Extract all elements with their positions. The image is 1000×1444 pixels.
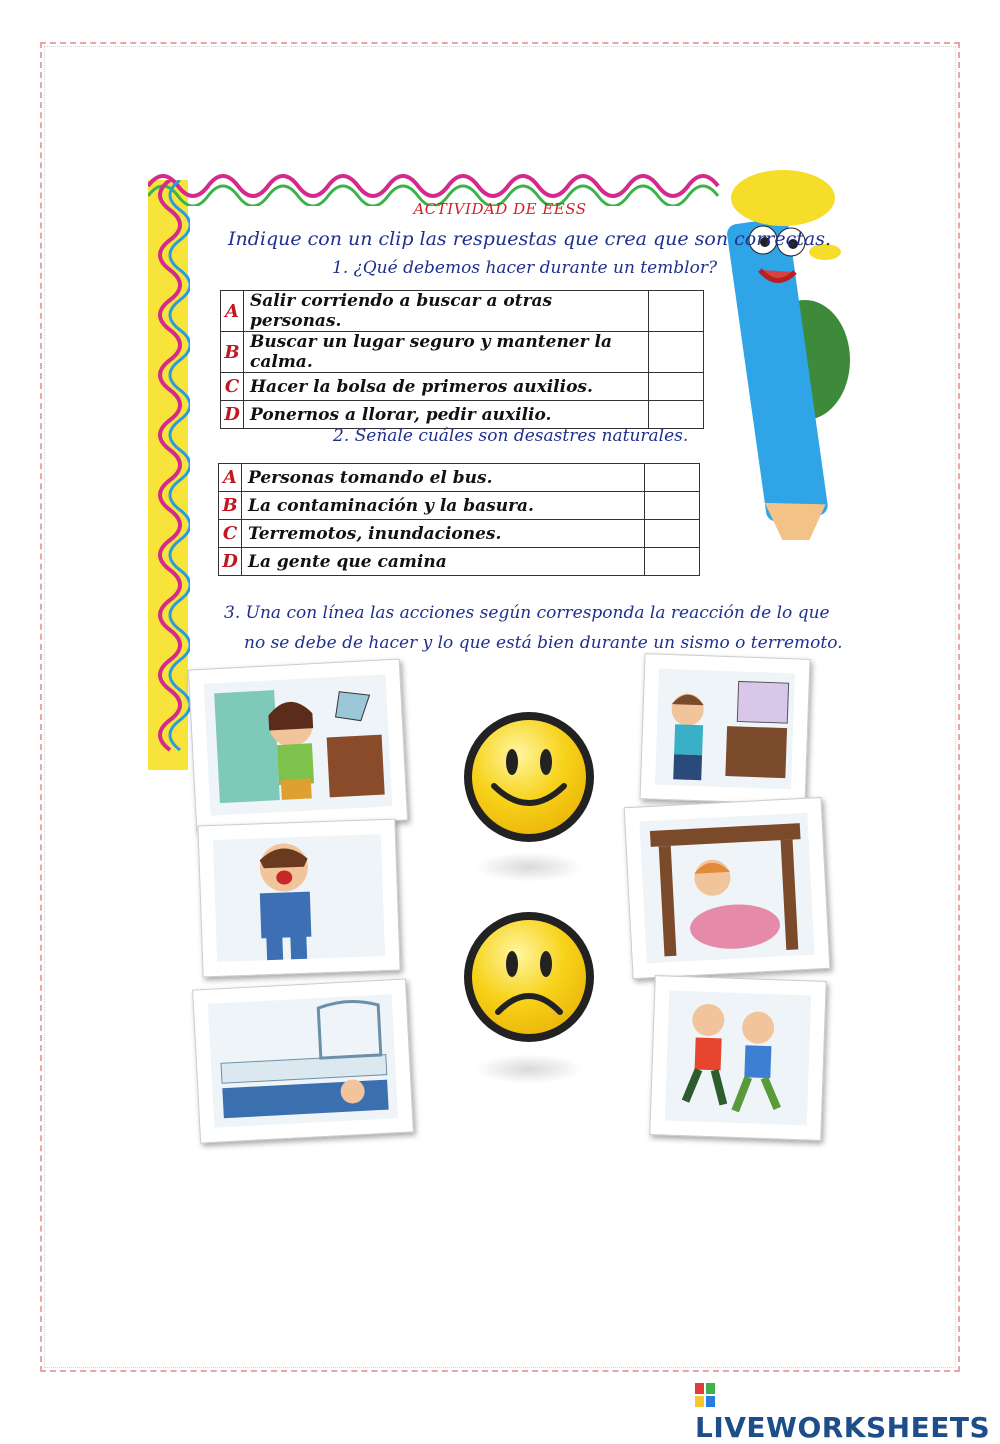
question-3-line-1: 3. Una con línea las acciones según corresponda la reacción de lo que (224, 603, 830, 623)
option-text: Hacer la bolsa de primeros auxilios. (244, 373, 649, 401)
option-letter: B (221, 332, 244, 373)
wavy-side-icon (150, 180, 190, 770)
option-text: Salir corriendo a buscar a otras personas. (244, 291, 649, 332)
liveworksheets-logo-icon (695, 1383, 715, 1407)
option-letter: C (219, 520, 242, 548)
answer-cell[interactable] (649, 401, 704, 429)
option-row (221, 401, 704, 429)
bed-hide-icon (208, 994, 398, 1127)
answer-cell[interactable] (645, 520, 700, 548)
option-text: La gente que camina (242, 548, 645, 576)
photo-girl-under-table[interactable] (624, 797, 831, 979)
photo-boy-watching-tv[interactable] (640, 653, 811, 805)
option-row (219, 548, 700, 576)
photo-children-running[interactable] (649, 975, 826, 1141)
question-2-options (218, 463, 700, 576)
photo-girl-falling-objects[interactable] (188, 659, 408, 832)
option-row (221, 291, 704, 332)
question-3 (224, 598, 843, 658)
answer-cell[interactable] (645, 464, 700, 492)
smiley-happy (464, 712, 594, 842)
question-1: 1. ¿Qué debemos hacer durante un temblor? (332, 258, 718, 278)
option-row (221, 332, 704, 373)
smiley-sad-icon (472, 920, 586, 1034)
option-letter: D (219, 548, 242, 576)
brand-logo (695, 1378, 1000, 1444)
option-text: La contaminación y la basura. (242, 492, 645, 520)
option-text: Personas tomando el bus. (242, 464, 645, 492)
option-row (221, 373, 704, 401)
option-row (219, 464, 700, 492)
option-letter: C (221, 373, 244, 401)
smiley-shadow (474, 852, 584, 882)
photo-person-under-bed[interactable] (192, 979, 414, 1144)
option-text: Buscar un lugar seguro y mantener la calma. (244, 332, 649, 373)
boy-tv-icon (655, 669, 795, 790)
question-2: 2. Señale cuáles son desastres naturales. (333, 426, 689, 446)
question-3-line-2: no se debe de hacer y lo que está bien durante un sismo o terremoto. (244, 633, 843, 653)
question-1-options (220, 290, 704, 429)
worksheet-title: ACTIVIDAD DE EESS (413, 200, 587, 218)
answer-cell[interactable] (645, 492, 700, 520)
answer-cell[interactable] (649, 332, 704, 373)
instruction-text: Indique con un clip las respuestas que crea que son correctas. (228, 228, 831, 250)
option-row (219, 492, 700, 520)
option-letter: B (219, 492, 242, 520)
option-text: Ponernos a llorar, pedir auxilio. (244, 401, 649, 429)
answer-cell[interactable] (645, 548, 700, 576)
smiley-shadow (474, 1054, 584, 1084)
boy-crying-icon (213, 834, 385, 962)
smiley-sad (464, 912, 594, 1042)
brand-name: LIVEWORKSHEETS (695, 1411, 991, 1444)
answer-cell[interactable] (649, 373, 704, 401)
children-running-icon (665, 991, 811, 1126)
option-row (219, 520, 700, 548)
girl-scared-icon (204, 674, 391, 813)
option-letter: D (221, 401, 244, 429)
option-letter: A (221, 291, 244, 332)
option-text: Terremotos, inundaciones. (242, 520, 645, 548)
photo-boy-crying[interactable] (197, 819, 400, 978)
under-table-icon (639, 813, 814, 964)
option-letter: A (219, 464, 242, 492)
smiley-happy-icon (472, 720, 586, 834)
answer-cell[interactable] (649, 291, 704, 332)
